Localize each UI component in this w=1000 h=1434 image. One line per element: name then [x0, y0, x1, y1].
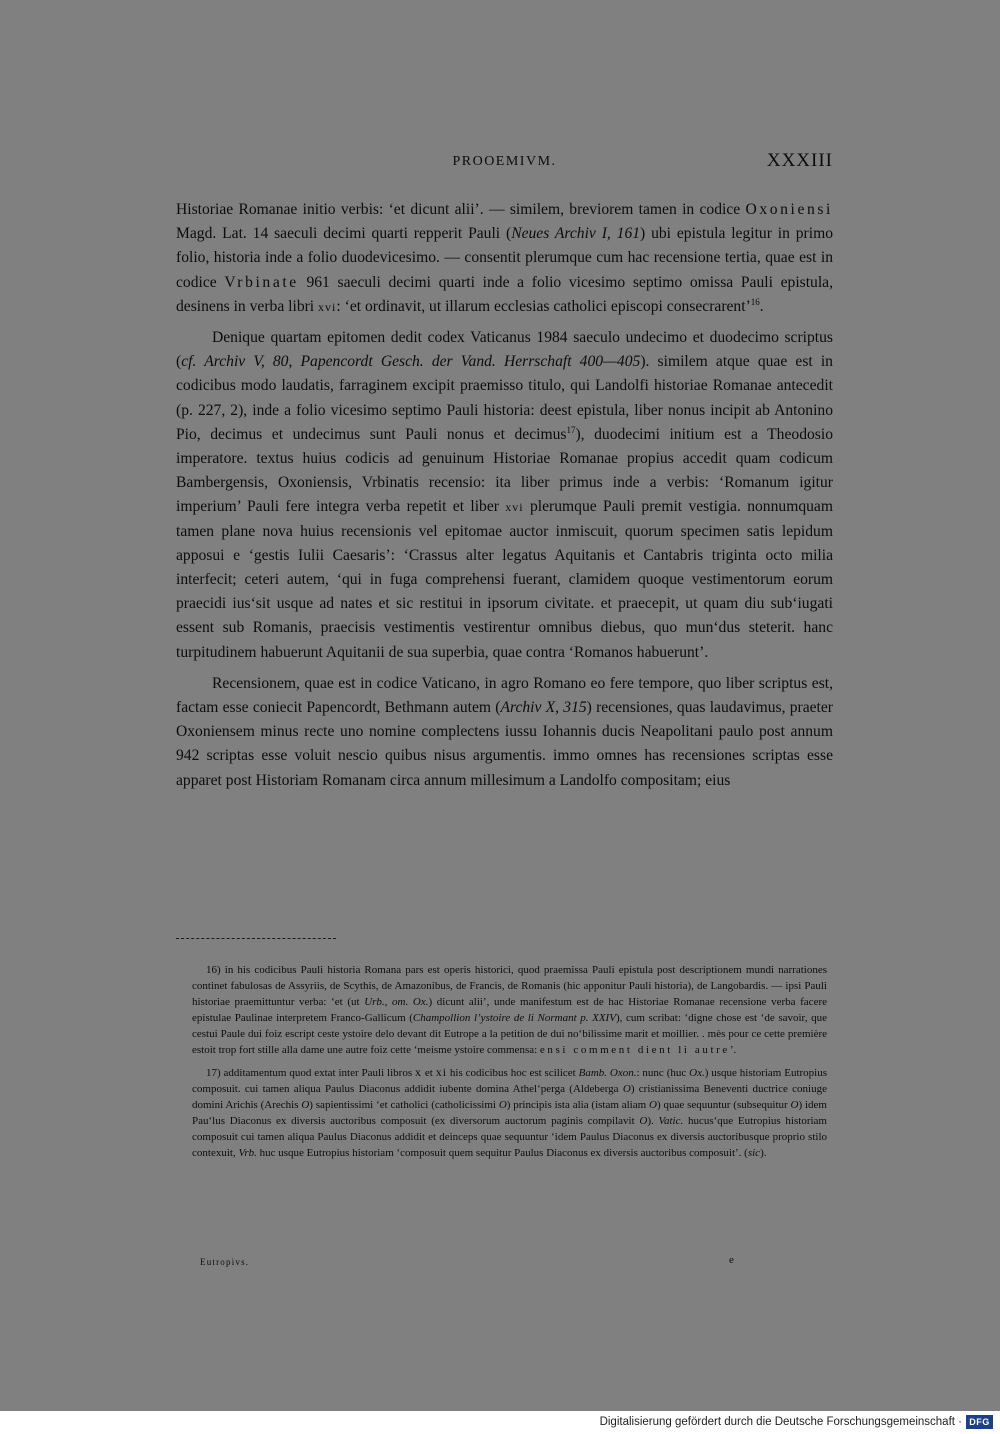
footnote-ref-16: 16: [750, 296, 760, 307]
running-title: PROOEMIVM.: [452, 154, 557, 169]
main-text: [176, 198, 833, 793]
footnote-ref-17: 17: [566, 424, 576, 435]
footnote-separator: [176, 938, 336, 939]
footnote-17: 17) additamentum quod extat inter Pauli libros x et xi his codicibus hoc est scilicet Bamb. Oxon.: nunc (huc Ox.) usque historiam Eutropius composuit. cui tamen aliqua Paulus Diaconus addidit iubente domina Athel‘perga (Aldeberga O) cristianissima Beneventi ductrice coniuge domini Arichis (Arechis O) sapientissimi ‘et catholici (catholicissimi O) principis ista alia (istam aliam O) quae sequuntur (subsequitur O) idem Pau‘lus Diaconus ex diversis auctoribus composuit (ex diversorum auctorum paginis compilavit O). Vatic. hucus‘que Eutropius historiam composuit cui tamen aliqua Paulus Diaconus addidit et deinceps quae sequuntur ‘idem Paulus Diaconus ex diversis auctoribusque proprio stilo contexuit, Vrb. huc usque Eutropius historiam ‘composuit quem sequitur Paulus Diaconus ex diversis auctoribus composuit’. (sic).: [192, 1064, 828, 1160]
footnotes: [192, 962, 827, 1161]
paragraph-2: Denique quartam epitomen dedit codex Vaticanus 1984 saeculo undecimo et duodecimo scriptus (cf. Archiv V, 80, Papencordt Gesch. der Vand. Herrschaft 400—405). similem atque quae est in codicibus modo laudatis, farraginem excipit praemisso titulo, qui Landolfi historiae Romanae antecedit (p. 227, 2), inde a folio vicesimo septimo Pauli historia: deest epistula, liber nonus incipit ab Antonino Pio, decimus et undecimus sunt Pauli nonus et decimus$^{17}$), duodecimi initium est a Theodosio imperatore. textus huius codicis ad genuinum Historiae Romanae propius accedit quam codicum Bambergensis, Oxoniensis, Vrbinatis recensio: ita liber primus inde a verbis: ‘Romanum igitur imperium’ Pauli fere integra verba repetit et liber xvi plerumque Pauli premit vestigia. nonnumquam tamen plane nova huius recensionis vel epitomae auctor inmiscuit, quorum specimen satis lepidum apposui e ‘gestis Iulii Caesaris’: ‘Crassus alter legatus Aquitanis et Cantabris triginta octo milia interfecit; ceteri autem, ‘qui in fuga comprehensi fuerant, clamidem quoque vestimentorum eorum praecidi ius‘sit usque ad nates et sic restitui in ipsorum civitate. et praecepit, ut quam diu sub‘iugati essent sub Romanis, praecisis vestimentis vestirentur omnibus diebus, quo mun‘dus steterit. hanc turpitudinem habuerunt Aquitanii de sua superbia, quae contra ‘Romanos habuerunt’.: [176, 329, 833, 661]
running-head: [176, 150, 833, 176]
paragraph-3: Recensionem, quae est in codice Vaticano, in agro Romano eo fere tempore, quo liber scriptus est, factam esse coniecit Papencordt, Bethmann autem (Archiv X, 315) recensiones, quas laudavimus, praeter Oxoniensem minus recte uno nomine complectens iussu Iohannis ducis Neapolitani paulo post annum 942 scriptas esse voluit nescio quibus nisus argumentis. immo omnes has recensiones scriptas esse apparet post Historiam Romanam circa annum millesimum a Landolfo compositam; eius: [176, 674, 833, 789]
dfg-logo[interactable]: DFG: [966, 1415, 993, 1429]
gathering-mark: e: [729, 1254, 734, 1266]
digitization-footer: [0, 1411, 1000, 1434]
paragraph-1: Historiae Romanae initio verbis: ‘et dicunt alii’. — similem, breviorem tamen in codice Oxoniensi Magd. Lat. 14 saeculi decimi quarti repperit Pauli (Neues Archiv I, 161) ubi epistula legitur in primo folio, historia inde a folio duodevicesimo. — consentit plerumque cum hac recensione tertia, quae est in codice Vrbinate 961 saeculi decimi quarti inde a folio vicesimo septimo omissa Pauli epistula, desinens in verba libri xvi: ‘et ordinavit, ut illarum ecclesias catholici episcopi consecrarent’$^{16}$.: [176, 201, 833, 315]
page-number: XXXIII: [766, 150, 833, 171]
funding-notice: Digitalisierung gefördert durch die Deutsche Forschungsgemeinschaft ·: [599, 1416, 962, 1428]
printer-signature: Eutropivs.: [200, 1257, 250, 1267]
footnote-16: 16) in his codicibus Pauli historia Romana pars est operis historici, quod praemissa Pauli epistula post descriptionem mundi narrationes continet fabulosas de Assyriis, de Scythis, de Amazonibus, de Francis, de Romanis (hic apponitur Pauli historia), de Langobardis. — ipsi Pauli historiae praemittuntur verba: ‘et (ut Urb., om. Ox.) dicunt alii’, unde manifestum est de hac Historiae Romanae recensione verba facere epistulae Paulinae interpretem Franco-Gallicum (Champollion l’ystoire de li Normant p. XXIV), cum scribat: ‘digne chose est ‘de savoir, que cestui Paule dui foiz escript ceste ystoire delo devant dit Eutrope a la petition de dui no‘bilissime marit et moillier. . mès pour ce cette première estoit trop fort stille alla dame une autre foiz cette ‘meisme ystoire commensa: ensi comment dient li autre’.: [192, 964, 827, 1057]
